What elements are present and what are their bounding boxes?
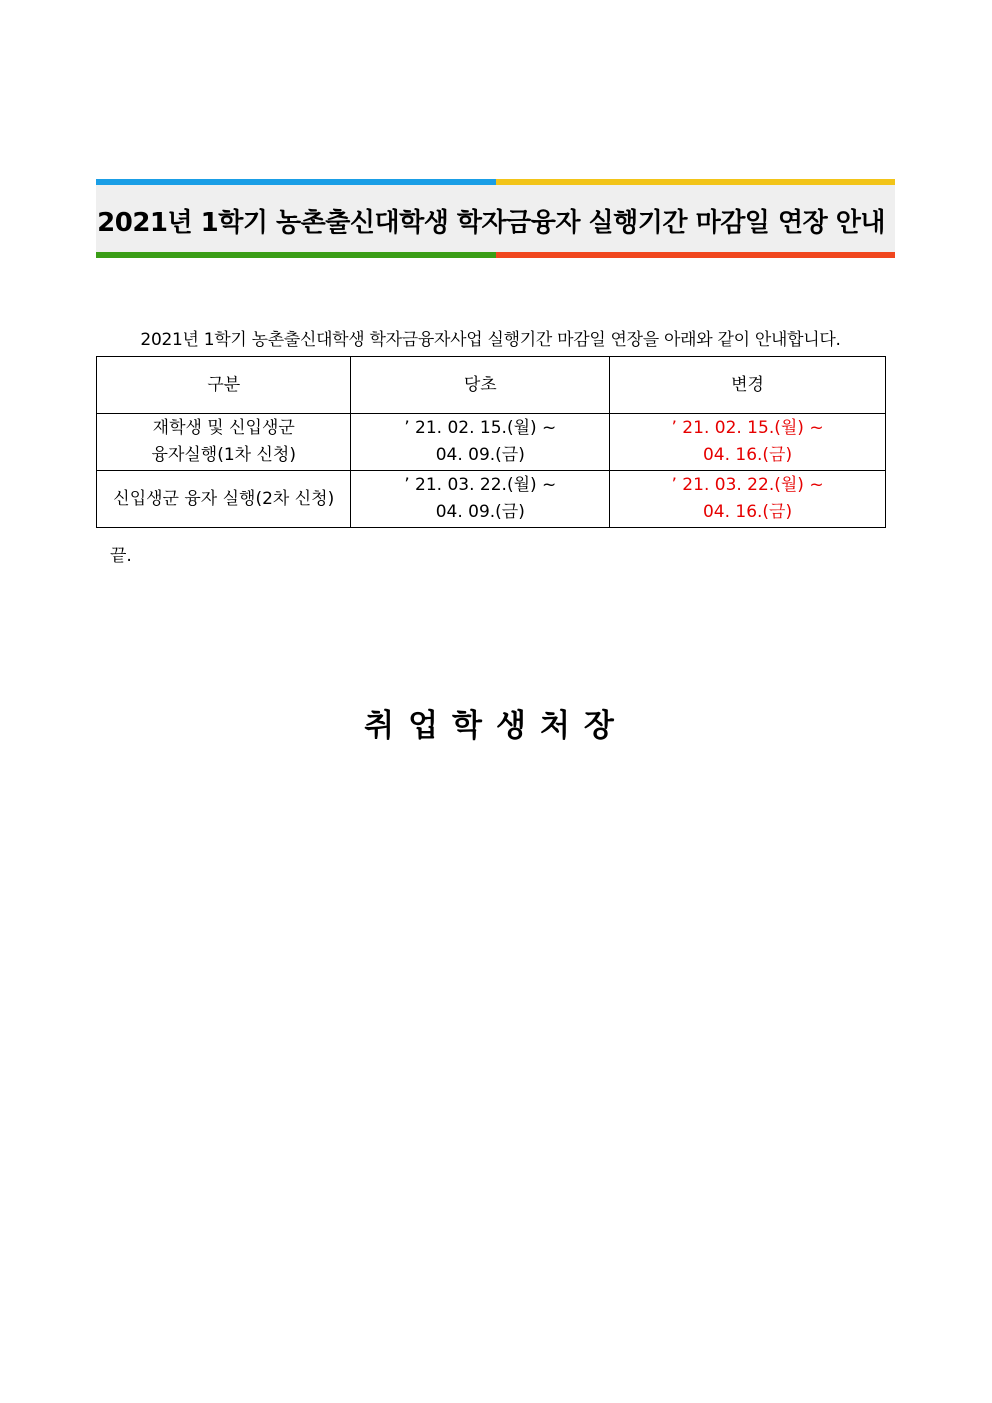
banner-top-blue-bar bbox=[96, 179, 496, 185]
changed-end: 04. 16.(금) bbox=[702, 502, 793, 522]
original-period-cell bbox=[351, 414, 610, 471]
table-row bbox=[97, 471, 886, 528]
original-end: 04. 09.(금) bbox=[435, 502, 525, 522]
category-line: 융자실행(1차 신청) bbox=[151, 445, 296, 465]
original-period-cell bbox=[351, 471, 610, 528]
banner-bottom-green-bar bbox=[96, 252, 496, 258]
category-cell bbox=[97, 414, 351, 471]
table-row bbox=[97, 414, 886, 471]
issuing-office: 취업학생처장 bbox=[364, 708, 628, 744]
intro-text: 2021년 1학기 농촌출신대학생 학자금융자사업 실행기간 마감일 연장을 아래와 같이 안내합니다. bbox=[140, 330, 841, 350]
table-header-row bbox=[97, 357, 886, 414]
schedule-table bbox=[96, 356, 886, 528]
changed-end: 04. 16.(금) bbox=[702, 445, 793, 465]
title-banner bbox=[96, 179, 895, 258]
header-original: 당초 bbox=[351, 357, 610, 414]
category-line: 재학생 및 신입생군 bbox=[152, 418, 295, 438]
banner-top-yellow-bar bbox=[496, 179, 895, 185]
category-line: 신입생군 융자 실행(2차 신청) bbox=[113, 488, 335, 509]
banner-bottom-orange-bar bbox=[496, 252, 895, 258]
original-start: ’ 21. 02. 15.(월) ~ bbox=[404, 418, 557, 438]
changed-start: ’ 21. 03. 22.(월) ~ bbox=[671, 475, 824, 495]
header-changed: 변경 bbox=[610, 357, 886, 414]
end-mark: 끝. bbox=[110, 546, 132, 566]
changed-start: ’ 21. 02. 15.(월) ~ bbox=[671, 418, 824, 438]
original-end: 04. 09.(금) bbox=[435, 445, 525, 465]
category-cell bbox=[97, 471, 351, 528]
header-category: 구분 bbox=[97, 357, 351, 414]
original-start: ’ 21. 03. 22.(월) ~ bbox=[404, 475, 557, 495]
changed-period-cell bbox=[610, 414, 886, 471]
changed-period-cell bbox=[610, 471, 886, 528]
page-title: 2021년 1학기 농촌출신대학생 학자금융자 실행기간 마감일 연장 안내 bbox=[97, 208, 885, 238]
